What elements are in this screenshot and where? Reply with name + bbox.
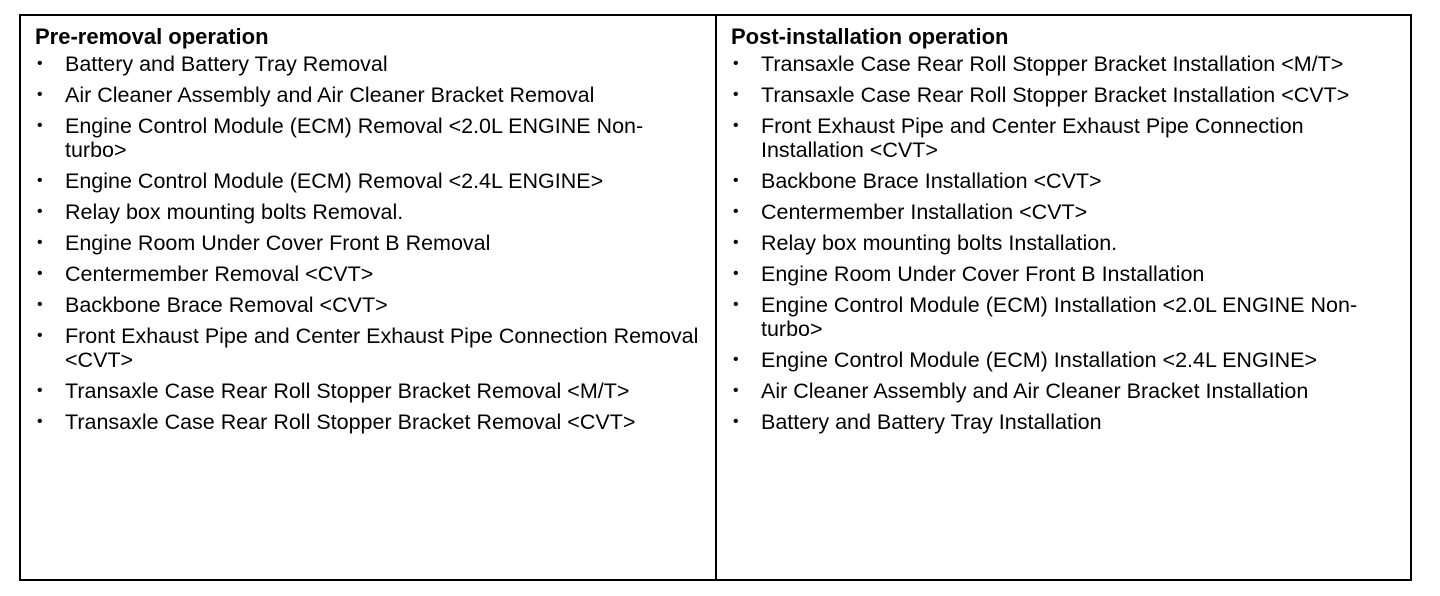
bullet-icon: •	[733, 172, 739, 189]
list-item	[35, 410, 703, 434]
list-item-text: Engine Control Module (ECM) Installation <2.0L ENGINE Non-turbo>	[761, 293, 1358, 341]
bullet-icon: •	[37, 55, 43, 72]
list-item-text: Centermember Removal <CVT>	[65, 262, 374, 286]
list-item	[731, 52, 1398, 76]
list-item-text: Engine Room Under Cover Front B Removal	[65, 231, 491, 255]
list-item-text: Transaxle Case Rear Roll Stopper Bracket Removal <M/T>	[65, 379, 630, 403]
list-item	[731, 262, 1398, 286]
bullet-icon: •	[37, 413, 43, 430]
list-item-text: Air Cleaner Assembly and Air Cleaner Bracket Installation	[761, 379, 1309, 403]
list-item	[35, 293, 703, 317]
post-installation-column	[717, 16, 1410, 579]
bullet-icon: •	[37, 117, 43, 134]
bullet-icon: •	[733, 55, 739, 72]
list-item	[731, 114, 1398, 162]
list-item-text: Front Exhaust Pipe and Center Exhaust Pipe Connection Installation <CVT>	[761, 114, 1304, 162]
list-item	[35, 324, 703, 372]
post-installation-list	[731, 52, 1398, 434]
list-item-text: Battery and Battery Tray Removal	[65, 52, 388, 76]
list-item	[35, 200, 703, 224]
list-item-text: Relay box mounting bolts Removal.	[65, 200, 404, 224]
bullet-icon: •	[733, 117, 739, 134]
list-item	[731, 231, 1398, 255]
list-item	[731, 200, 1398, 224]
bullet-icon: •	[37, 265, 43, 282]
bullet-icon: •	[733, 296, 739, 313]
pre-removal-column	[21, 16, 717, 579]
list-item	[35, 52, 703, 76]
list-item-text: Relay box mounting bolts Installation.	[761, 231, 1118, 255]
list-item	[731, 83, 1398, 107]
pre-removal-list	[35, 52, 703, 434]
list-item	[35, 231, 703, 255]
bullet-icon: •	[733, 203, 739, 220]
pre-removal-heading: Pre-removal operation	[35, 24, 269, 49]
bullet-icon: •	[37, 234, 43, 251]
list-item-text: Transaxle Case Rear Roll Stopper Bracket Installation <M/T>	[761, 52, 1344, 76]
list-item	[731, 379, 1398, 403]
bullet-icon: •	[37, 327, 43, 344]
bullet-icon: •	[37, 86, 43, 103]
list-item-text: Transaxle Case Rear Roll Stopper Bracket Removal <CVT>	[65, 410, 636, 434]
bullet-icon: •	[37, 382, 43, 399]
list-item-text: Centermember Installation <CVT>	[761, 200, 1088, 224]
list-item	[731, 348, 1398, 372]
bullet-icon: •	[37, 296, 43, 313]
bullet-icon: •	[733, 86, 739, 103]
bullet-icon: •	[733, 351, 739, 368]
list-item-text: Engine Control Module (ECM) Installation <2.4L ENGINE>	[761, 348, 1318, 372]
list-item	[35, 379, 703, 403]
list-item-text: Backbone Brace Installation <CVT>	[761, 169, 1102, 193]
bullet-icon: •	[37, 172, 43, 189]
operations-table	[19, 14, 1412, 581]
list-item-text: Air Cleaner Assembly and Air Cleaner Bracket Removal	[65, 83, 595, 107]
list-item-text: Front Exhaust Pipe and Center Exhaust Pipe Connection Removal <CVT>	[65, 324, 699, 372]
bullet-icon: •	[733, 382, 739, 399]
list-item	[35, 83, 703, 107]
bullet-icon: •	[733, 265, 739, 282]
post-installation-heading: Post-installation operation	[731, 24, 1009, 49]
list-item	[731, 293, 1398, 341]
list-item	[35, 262, 703, 286]
bullet-icon: •	[733, 413, 739, 430]
list-item-text: Backbone Brace Removal <CVT>	[65, 293, 388, 317]
list-item-text: Engine Control Module (ECM) Removal <2.0L ENGINE Non-turbo>	[65, 114, 644, 162]
list-item-text: Engine Control Module (ECM) Removal <2.4L ENGINE>	[65, 169, 604, 193]
bullet-icon: •	[37, 203, 43, 220]
list-item	[731, 410, 1398, 434]
list-item	[35, 169, 703, 193]
list-item	[35, 114, 703, 162]
list-item	[731, 169, 1398, 193]
list-item-text: Battery and Battery Tray Installation	[761, 410, 1102, 434]
list-item-text: Engine Room Under Cover Front B Installation	[761, 262, 1205, 286]
list-item-text: Transaxle Case Rear Roll Stopper Bracket Installation <CVT>	[761, 83, 1350, 107]
bullet-icon: •	[733, 234, 739, 251]
